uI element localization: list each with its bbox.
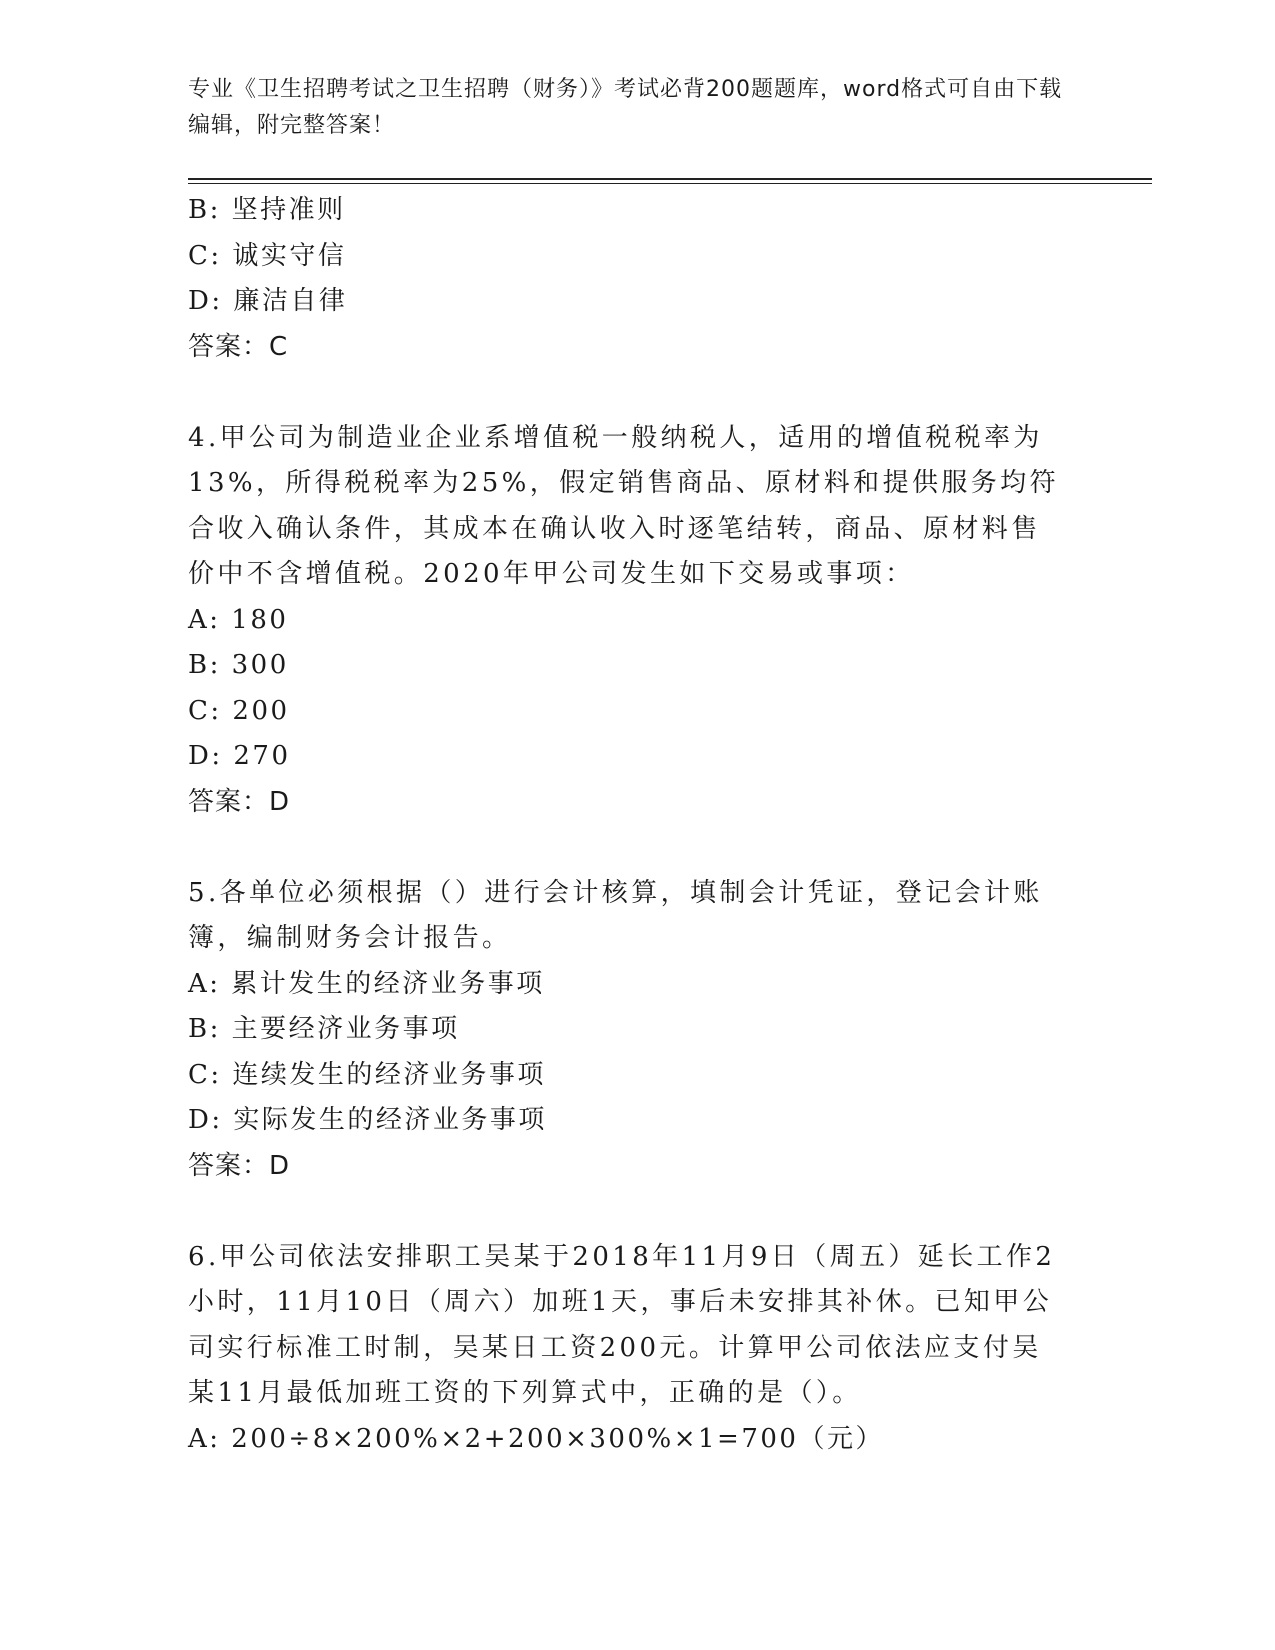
option-d: D: 廉洁自律 [188, 286, 348, 316]
option-d: D: 实际发生的经济业务事项 [188, 1105, 547, 1135]
spacer [188, 825, 1088, 871]
header-divider-thin [188, 183, 1152, 184]
answer: 答案：D [188, 1150, 291, 1181]
question-6 [188, 1235, 1088, 1463]
question-stem: 4.甲公司为制造业企业系增值税一般纳税人，适用的增值税税率为13%，所得税税率为25%，假定销售商品、原材料和提供服务均符合收入确认条件，其成本在确认收入时逐笔结转，商品、原材料售价中不含增值税。2020年甲公司发生如下交易或事项： [188, 422, 1059, 589]
option-a: A: 累计发生的经济业务事项 [188, 968, 545, 999]
option-b: B: 300 [188, 650, 289, 680]
spacer [188, 370, 1088, 416]
option-c: C: 200 [188, 695, 290, 726]
question-4 [188, 416, 1088, 826]
question-5 [188, 871, 1088, 1190]
question-3-partial [188, 188, 1088, 370]
option-a: A: 180 [188, 604, 289, 635]
option-c: C: 诚实守信 [188, 240, 347, 271]
option-b: B: 主要经济业务事项 [188, 1014, 460, 1044]
spacer [188, 1189, 1088, 1235]
option-d: D: 270 [188, 741, 291, 771]
question-list [188, 188, 1088, 1462]
option-c: C: 连续发生的经济业务事项 [188, 1059, 546, 1090]
question-stem: 5.各单位必须根据（）进行会计核算，填制会计凭证，登记会计账簿，编制财务会计报告。 [188, 877, 1043, 953]
header-divider [188, 178, 1152, 180]
question-stem: 6.甲公司依法安排职工吴某于2018年11月9日（周五）延长工作2小时，11月10日（周六）加班1天，事后未安排其补休。已知甲公司实行标准工时制，吴某日工资200元。计算甲公司依法应支付吴某11月最低加班工资的下列算式中，正确的是（）。 [188, 1241, 1056, 1408]
answer: 答案：C [188, 331, 289, 362]
answer: 答案：D [188, 786, 291, 817]
option-a: A: 200÷8×200%×2+200×300%×1=700（元） [188, 1423, 884, 1454]
option-b: B: 坚持准则 [188, 195, 346, 225]
document-header: 专业《卫生招聘考试之卫生招聘（财务）》考试必背200题题库，word格式可自由下载编辑，附完整答案！ [188, 77, 1063, 138]
